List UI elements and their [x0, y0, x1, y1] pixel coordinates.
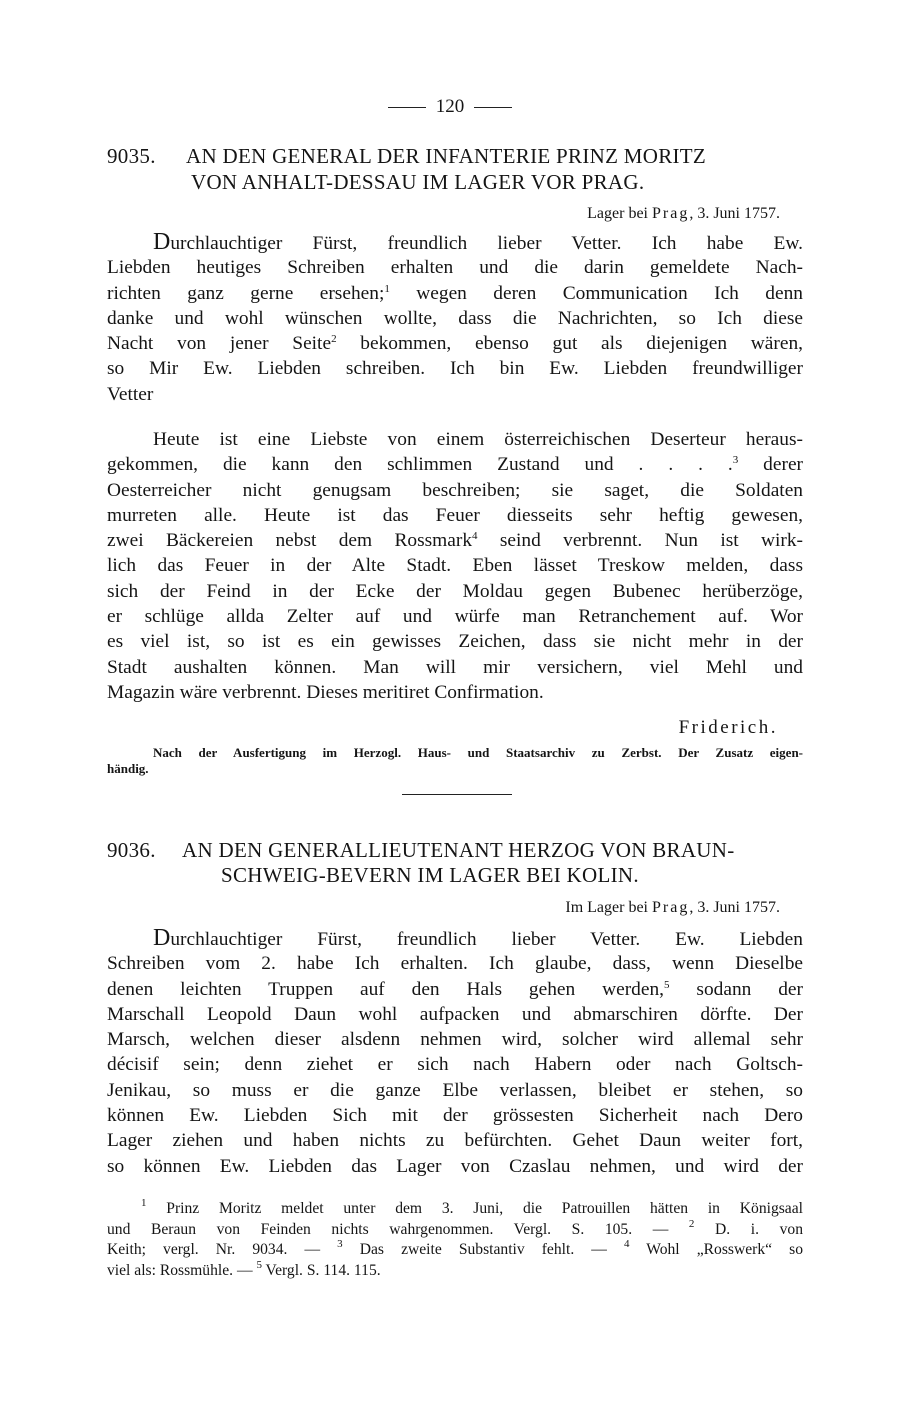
letter-heading-line: AN DEN GENERALLIEUTENANT HERZOG VON BRAUN- [182, 838, 735, 862]
drop-initial: D [153, 229, 171, 255]
footnote-ref: 4 [472, 530, 478, 543]
text-line: richten ganz gerne ersehen;$^1$ wegen deren Communication Ich denn [107, 282, 803, 304]
text-line: Marschall Leopold Daun wohl aufpacken und abmarschiren dörfte. Der [107, 1003, 803, 1025]
footnote-line: $^1$ Prinz Moritz meldet unter dem 3. Juni, die Patrouillen hätten in Königsaal [141, 1197, 803, 1217]
footnote-mark: 2 [688, 1217, 695, 1230]
footnote-ref: 2 [331, 333, 337, 346]
text-line: danke und wohl wünschen wollte, dass die Nachrichten, so Ich diese [107, 307, 803, 329]
signature: Friderich. [678, 717, 778, 738]
footnote-ref: 1 [384, 282, 390, 295]
text-line: es viel ist, so ist es ein gewisses Zeichen, dass sie nicht mehr in der [107, 631, 803, 653]
text-line: gekommen, die kann den schlimmen Zustand und . . . .$^3$ derer [107, 454, 804, 476]
text-line: murreten alle. Heute ist das Feuer diesseits sehr heftig gewesen, [107, 504, 803, 526]
text-line: Stadt aushalten können. Man will mir versichern, viel Mehl und [107, 656, 803, 678]
section-divider [402, 794, 512, 795]
dateline-prefix: Lager bei [587, 205, 648, 222]
text-line: Nacht von jener Seite$^2$ bekommen, ebenso gut als diejenigen wären, [107, 333, 803, 355]
source-note [107, 745, 803, 777]
letter-heading-line: AN DEN GENERAL DER INFANTERIE PRINZ MORITZ [186, 144, 707, 168]
text-line: décisif sein; denn ziehet er sich nach Habern oder nach Goltsch- [107, 1054, 803, 1076]
text-line: Oesterreicher nicht genugsam beschreiben; sie saget, die Soldaten [107, 479, 803, 501]
dateline-place: Prag [652, 205, 690, 222]
text-line: Lager ziehen und haben nichts zu befürchten. Gehet Daun weiter fort, [107, 1130, 803, 1152]
footnote-ref: 3 [732, 454, 739, 467]
footnote-line: viel als: Rossmühle. — $^5$ Vergl. S. 114. 115. [107, 1258, 381, 1279]
text-line: Marsch, welchen dieser alsdenn nehmen wird, solcher wird allemal sehr [107, 1029, 803, 1051]
letter-body-paragraph [107, 926, 803, 1179]
text-line: Schreiben vom 2. habe Ich erhalten. Ich glaube, dass, wenn Dieselbe [107, 953, 803, 975]
dateline [565, 899, 780, 917]
footnotes [107, 1199, 803, 1281]
footnote-ref: 5 [664, 978, 670, 991]
text-line: so Mir Ew. Liebden schreiben. Ich bin Ew. Liebden freundwilliger [107, 358, 803, 380]
letter-number: 9035. [107, 144, 156, 168]
footnote-mark: 5 [256, 1258, 262, 1271]
page-header [0, 96, 900, 118]
dateline-suffix: , 3. Juni 1757. [689, 899, 780, 916]
text-line: können Ew. Liebden Sich mit der grössesten Sicherheit nach Dero [107, 1105, 803, 1127]
drop-initial: D [153, 925, 171, 951]
footnote-mark: 3 [337, 1238, 343, 1250]
dateline-prefix: Im Lager bei [565, 899, 648, 916]
text-line: Magazin wäre verbrennt. Dieses meritiret Confirmation. [107, 681, 544, 703]
text-line: Vetter [107, 383, 154, 405]
text-line: Durchlauchtiger Fürst, freundlich lieber Vetter. Ich habe Ew. [107, 230, 803, 255]
footnote-line: und Beraun von Feinden nichts wahrgenommen. Vergl. S. 105. — $^2$ D. i. von [107, 1217, 803, 1238]
letter-postscript-paragraph [107, 427, 803, 705]
dateline [587, 205, 780, 223]
text-line: lich das Feuer in der Alte Stadt. Eben lässet Treskow melden, dass [107, 555, 803, 577]
dateline-suffix: , 3. Juni 1757. [689, 205, 780, 222]
text-line: Durchlauchtiger Fürst, freundlich lieber Vetter. Ew. Liebden [107, 926, 803, 951]
letter-number: 9036. [107, 838, 156, 862]
text-line: Liebden heutiges Schreiben erhalten und die darin gemeldete Nach- [107, 257, 803, 279]
text-line: sich der Feind in der Ecke der Moldau gegen Bubenec herüberzöge, [107, 580, 803, 602]
text-line: Heute ist eine Liebste von einem österreichischen Deserteur heraus- [153, 429, 803, 450]
dateline-place: Prag [652, 899, 690, 916]
letter-body-paragraph [107, 230, 803, 407]
letter-heading-line: VON ANHALT-DESSAU IM LAGER VOR PRAG. [191, 170, 645, 194]
text-line: so können Ew. Liebden das Lager von Czaslau nehmen, und wird der [107, 1155, 803, 1177]
footnote-line: Keith; vergl. Nr. 9034. — $^3$ Das zweite Substantiv fehlt. — $^4$ Wohl „Rosswerk“ so [107, 1238, 803, 1258]
header-rule-right [474, 107, 512, 108]
text-line: er schlüge allda Zelter auf und würfe man Retranchement auf. Wor [107, 606, 803, 628]
text-line: Jenikau, so muss er die ganze Elbe verlassen, bleibet er stehen, so [107, 1079, 803, 1101]
letter-heading-line: SCHWEIG-BEVERN IM LAGER BEI KOLIN. [221, 863, 639, 887]
text-line: denen leichten Truppen auf den Hals gehen werden,$^5$ sodann der [107, 978, 803, 1000]
source-line: händig. [107, 761, 149, 776]
page-number: 120 [435, 96, 465, 117]
footnote-mark: 4 [623, 1238, 630, 1250]
header-rule-left [388, 107, 426, 108]
footnote-mark: 1 [141, 1197, 147, 1209]
source-line: Nach der Ausfertigung im Herzogl. Haus- und Staatsarchiv zu Zerbst. Der Zusatz eigen- [153, 745, 803, 760]
text-line: zwei Bäckereien nebst dem Rossmark$^4$ seind verbrennt. Nun ist wirk- [107, 530, 803, 552]
